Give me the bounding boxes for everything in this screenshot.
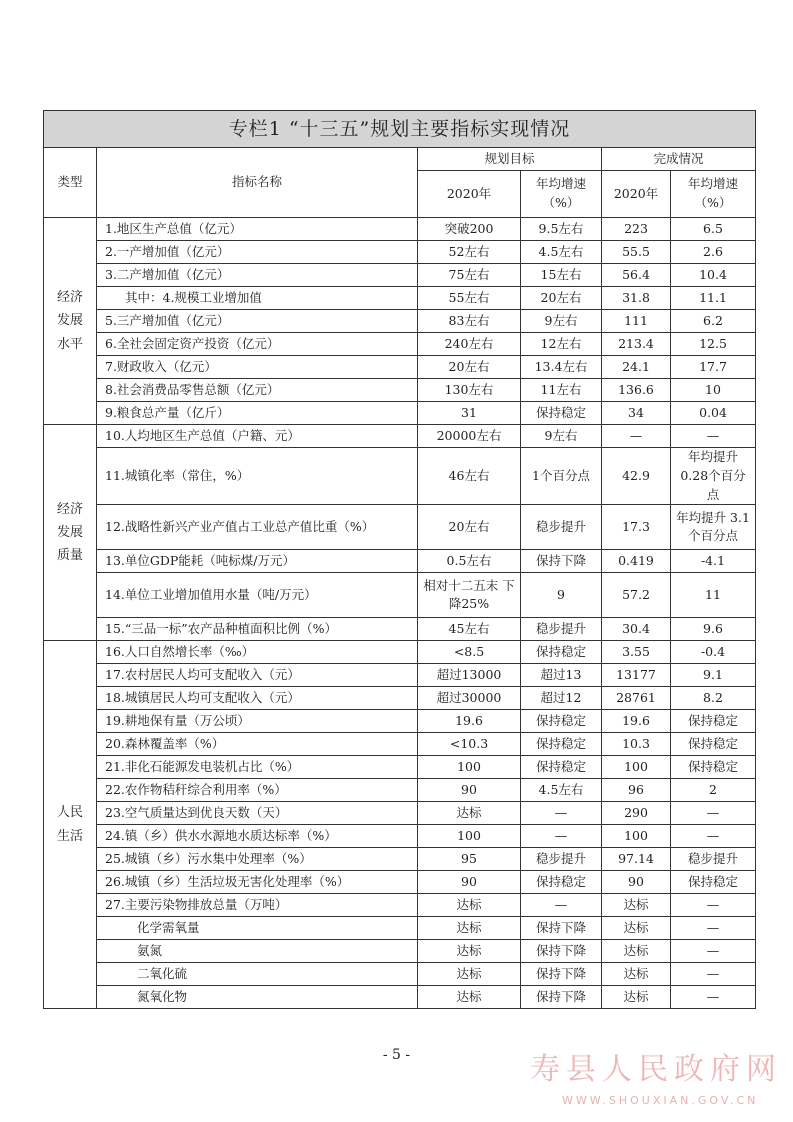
done-rate-cell: — — [671, 917, 756, 940]
name-cell: 20.森林覆盖率（%） — [97, 733, 418, 756]
table-row — [44, 425, 756, 448]
plan-2020-cell: 240左右 — [418, 333, 521, 356]
table-row — [44, 550, 756, 573]
done-2020-cell: 17.3 — [602, 505, 671, 550]
plan-rate-cell: 稳步提升 — [521, 618, 602, 641]
done-2020-cell: 42.9 — [602, 448, 671, 505]
plan-2020-cell: 45左右 — [418, 618, 521, 641]
category-cell: 经济 发展 水平 — [44, 218, 97, 425]
done-rate-cell: 保持稳定 — [671, 871, 756, 894]
done-2020-cell: 57.2 — [602, 573, 671, 618]
plan-2020-cell: 20左右 — [418, 356, 521, 379]
done-2020-cell: 30.4 — [602, 618, 671, 641]
name-cell: 15.“三品一标”农产品种植面积比例（%） — [97, 618, 418, 641]
plan-rate-cell: 超过12 — [521, 687, 602, 710]
plan-2020-cell: 95 — [418, 848, 521, 871]
plan-2020-cell: 90 — [418, 871, 521, 894]
table-row — [44, 356, 756, 379]
done-rate-cell: — — [671, 825, 756, 848]
name-cell: 氮氧化物 — [97, 986, 418, 1009]
table-row — [44, 940, 756, 963]
name-cell: 22.农作物秸秆综合利用率（%） — [97, 779, 418, 802]
done-rate-cell: -0.4 — [671, 641, 756, 664]
table-row — [44, 618, 756, 641]
name-cell: 12.战略性新兴产业产值占工业总产值比重（%） — [97, 505, 418, 550]
plan-rate-cell: 9.5左右 — [521, 218, 602, 241]
plan-rate-cell: 稳步提升 — [521, 505, 602, 550]
plan-2020-cell: 达标 — [418, 917, 521, 940]
done-rate-cell: 保持稳定 — [671, 756, 756, 779]
done-2020-cell: 达标 — [602, 894, 671, 917]
table-row — [44, 756, 756, 779]
name-cell: 24.镇（乡）供水水源地水质达标率（%） — [97, 825, 418, 848]
table-row — [44, 641, 756, 664]
plan-rate-cell: 保持稳定 — [521, 710, 602, 733]
plan-2020-cell: 相对十二五末 下降25% — [418, 573, 521, 618]
category-cell: 人民 生活 — [44, 641, 97, 1009]
done-rate-cell: — — [671, 802, 756, 825]
plan-rate-cell: — — [521, 802, 602, 825]
plan-2020-cell: 超过13000 — [418, 664, 521, 687]
table-row — [44, 333, 756, 356]
name-cell: 17.农村居民人均可支配收入（元） — [97, 664, 418, 687]
plan-2020-cell: 100 — [418, 756, 521, 779]
table-row — [44, 505, 756, 550]
done-2020-cell: — — [602, 425, 671, 448]
done-2020-cell: 达标 — [602, 986, 671, 1009]
plan-rate-cell: 保持下降 — [521, 550, 602, 573]
done-2020-cell: 达标 — [602, 963, 671, 986]
name-cell: 16.人口自然增长率（‰） — [97, 641, 418, 664]
plan-rate-cell: 保持稳定 — [521, 733, 602, 756]
plan-rate-cell: — — [521, 825, 602, 848]
header-plan-rate: 年均增速（%） — [521, 171, 602, 218]
header-plan-year: 2020年 — [418, 171, 521, 218]
table-row — [44, 310, 756, 333]
done-rate-cell: 11 — [671, 573, 756, 618]
table-title: 专栏1 “十三五”规划主要指标实现情况 — [44, 111, 756, 148]
name-cell: 2.一产增加值（亿元） — [97, 241, 418, 264]
done-rate-cell: 12.5 — [671, 333, 756, 356]
name-cell: 23.空气质量达到优良天数（天） — [97, 802, 418, 825]
plan-2020-cell: 20000左右 — [418, 425, 521, 448]
done-2020-cell: 10.3 — [602, 733, 671, 756]
table-row — [44, 871, 756, 894]
plan-2020-cell: 46左右 — [418, 448, 521, 505]
name-cell: 3.二产增加值（亿元） — [97, 264, 418, 287]
plan-2020-cell: <8.5 — [418, 641, 521, 664]
table-row — [44, 664, 756, 687]
name-cell: 其中：4.规模工业增加值 — [97, 287, 418, 310]
plan-rate-cell: 11左右 — [521, 379, 602, 402]
plan-2020-cell: 31 — [418, 402, 521, 425]
done-rate-cell: 2 — [671, 779, 756, 802]
plan-2020-cell: 0.5左右 — [418, 550, 521, 573]
done-2020-cell: 96 — [602, 779, 671, 802]
watermark-url: WWW.SHOUXIAN.GOV.CN — [562, 1094, 759, 1107]
table-row — [44, 402, 756, 425]
table-row — [44, 287, 756, 310]
done-2020-cell: 34 — [602, 402, 671, 425]
done-rate-cell: 8.2 — [671, 687, 756, 710]
plan-rate-cell: 9左右 — [521, 425, 602, 448]
page-number: - 5 - — [382, 1047, 411, 1063]
done-2020-cell: 55.5 — [602, 241, 671, 264]
done-2020-cell: 290 — [602, 802, 671, 825]
done-rate-cell: — — [671, 894, 756, 917]
plan-rate-cell: 13.4左右 — [521, 356, 602, 379]
done-rate-cell: — — [671, 963, 756, 986]
name-cell: 21.非化石能源发电装机占比（%） — [97, 756, 418, 779]
done-2020-cell: 100 — [602, 825, 671, 848]
plan-2020-cell: 达标 — [418, 802, 521, 825]
plan-rate-cell: 4.5左右 — [521, 241, 602, 264]
plan-2020-cell: 达标 — [418, 940, 521, 963]
plan-2020-cell: 达标 — [418, 986, 521, 1009]
done-2020-cell: 56.4 — [602, 264, 671, 287]
done-2020-cell: 13177 — [602, 664, 671, 687]
plan-rate-cell: 保持下降 — [521, 940, 602, 963]
name-cell: 26.城镇（乡）生活垃圾无害化处理率（%） — [97, 871, 418, 894]
done-2020-cell: 100 — [602, 756, 671, 779]
table-row — [44, 710, 756, 733]
name-cell: 14.单位工业增加值用水量（吨/万元） — [97, 573, 418, 618]
header-done: 完成情况 — [602, 148, 756, 171]
plan-2020-cell: 达标 — [418, 894, 521, 917]
done-2020-cell: 223 — [602, 218, 671, 241]
done-2020-cell: 97.14 — [602, 848, 671, 871]
header-type: 类型 — [44, 148, 97, 218]
table-row — [44, 802, 756, 825]
done-2020-cell: 达标 — [602, 940, 671, 963]
table-row — [44, 448, 756, 505]
done-rate-cell: 10.4 — [671, 264, 756, 287]
category-cell: 经济 发展 质量 — [44, 425, 97, 641]
plan-2020-cell: 19.6 — [418, 710, 521, 733]
done-rate-cell: 17.7 — [671, 356, 756, 379]
plan-2020-cell: 130左右 — [418, 379, 521, 402]
name-cell: 10.人均地区生产总值（户籍、元） — [97, 425, 418, 448]
plan-rate-cell: 保持稳定 — [521, 756, 602, 779]
name-cell: 二氧化硫 — [97, 963, 418, 986]
done-rate-cell: 11.1 — [671, 287, 756, 310]
table-row — [44, 986, 756, 1009]
done-2020-cell: 31.8 — [602, 287, 671, 310]
done-2020-cell: 28761 — [602, 687, 671, 710]
done-2020-cell: 达标 — [602, 917, 671, 940]
done-rate-cell: — — [671, 940, 756, 963]
done-rate-cell: 保持稳定 — [671, 733, 756, 756]
plan-rate-cell: 保持下降 — [521, 986, 602, 1009]
done-rate-cell: 0.04 — [671, 402, 756, 425]
done-2020-cell: 19.6 — [602, 710, 671, 733]
done-rate-cell: 2.6 — [671, 241, 756, 264]
table-row — [44, 894, 756, 917]
done-2020-cell: 90 — [602, 871, 671, 894]
plan-rate-cell: 稳步提升 — [521, 848, 602, 871]
plan-rate-cell: 4.5左右 — [521, 779, 602, 802]
plan-rate-cell: 保持下降 — [521, 963, 602, 986]
name-cell: 25.城镇（乡）污水集中处理率（%） — [97, 848, 418, 871]
name-cell: 18.城镇居民人均可支配收入（元） — [97, 687, 418, 710]
done-rate-cell: 9.6 — [671, 618, 756, 641]
indicator-table — [43, 110, 756, 1009]
plan-2020-cell: 超过30000 — [418, 687, 521, 710]
plan-2020-cell: 83左右 — [418, 310, 521, 333]
name-cell: 氨氮 — [97, 940, 418, 963]
table-row — [44, 573, 756, 618]
name-cell: 8.社会消费品零售总额（亿元） — [97, 379, 418, 402]
done-rate-cell: 6.2 — [671, 310, 756, 333]
name-cell: 19.耕地保有量（万公顷） — [97, 710, 418, 733]
plan-2020-cell: 100 — [418, 825, 521, 848]
header-name: 指标名称 — [97, 148, 418, 218]
table-row — [44, 241, 756, 264]
plan-rate-cell: 保持下降 — [521, 917, 602, 940]
name-cell: 11.城镇化率（常住，%） — [97, 448, 418, 505]
done-2020-cell: 0.419 — [602, 550, 671, 573]
table-row — [44, 848, 756, 871]
table-row — [44, 917, 756, 940]
plan-2020-cell: 突破200 — [418, 218, 521, 241]
table-row — [44, 264, 756, 287]
header-done-rate: 年均增速（%） — [671, 171, 756, 218]
plan-2020-cell: 20左右 — [418, 505, 521, 550]
table-row — [44, 379, 756, 402]
name-cell: 5.三产增加值（亿元） — [97, 310, 418, 333]
plan-rate-cell: 保持稳定 — [521, 871, 602, 894]
plan-rate-cell: 12左右 — [521, 333, 602, 356]
done-2020-cell: 3.55 — [602, 641, 671, 664]
done-rate-cell: 年均提升 0.28个百分点 — [671, 448, 756, 505]
plan-rate-cell: 超过13 — [521, 664, 602, 687]
plan-2020-cell: 75左右 — [418, 264, 521, 287]
table-row — [44, 687, 756, 710]
plan-rate-cell: 1个百分点 — [521, 448, 602, 505]
table-row — [44, 218, 756, 241]
name-cell: 7.财政收入（亿元） — [97, 356, 418, 379]
done-2020-cell: 136.6 — [602, 379, 671, 402]
done-rate-cell: 10 — [671, 379, 756, 402]
plan-rate-cell: 20左右 — [521, 287, 602, 310]
done-2020-cell: 111 — [602, 310, 671, 333]
done-rate-cell: -4.1 — [671, 550, 756, 573]
done-rate-cell: 稳步提升 — [671, 848, 756, 871]
plan-rate-cell: 保持稳定 — [521, 402, 602, 425]
done-rate-cell: 9.1 — [671, 664, 756, 687]
plan-2020-cell: 90 — [418, 779, 521, 802]
done-2020-cell: 24.1 — [602, 356, 671, 379]
done-rate-cell: 6.5 — [671, 218, 756, 241]
plan-2020-cell: 55左右 — [418, 287, 521, 310]
done-rate-cell: 年均提升 3.1个百分点 — [671, 505, 756, 550]
done-rate-cell: — — [671, 986, 756, 1009]
plan-rate-cell: 9左右 — [521, 310, 602, 333]
plan-rate-cell: 保持稳定 — [521, 641, 602, 664]
watermark-logo: 寿县人民政府网 — [530, 1052, 782, 1087]
name-cell: 9.粮食总产量（亿斤） — [97, 402, 418, 425]
done-rate-cell: 保持稳定 — [671, 710, 756, 733]
done-2020-cell: 213.4 — [602, 333, 671, 356]
plan-2020-cell: 达标 — [418, 963, 521, 986]
plan-rate-cell: — — [521, 894, 602, 917]
plan-2020-cell: 52左右 — [418, 241, 521, 264]
name-cell: 6.全社会固定资产投资（亿元） — [97, 333, 418, 356]
plan-2020-cell: <10.3 — [418, 733, 521, 756]
header-done-year: 2020年 — [602, 171, 671, 218]
name-cell: 27.主要污染物排放总量（万吨） — [97, 894, 418, 917]
table-row — [44, 963, 756, 986]
name-cell: 13.单位GDP能耗（吨标煤/万元） — [97, 550, 418, 573]
name-cell: 1.地区生产总值（亿元） — [97, 218, 418, 241]
table-row — [44, 733, 756, 756]
table-row — [44, 779, 756, 802]
name-cell: 化学需氧量 — [97, 917, 418, 940]
done-rate-cell: — — [671, 425, 756, 448]
plan-rate-cell: 9 — [521, 573, 602, 618]
header-plan: 规划目标 — [418, 148, 602, 171]
table-row — [44, 825, 756, 848]
plan-rate-cell: 15左右 — [521, 264, 602, 287]
